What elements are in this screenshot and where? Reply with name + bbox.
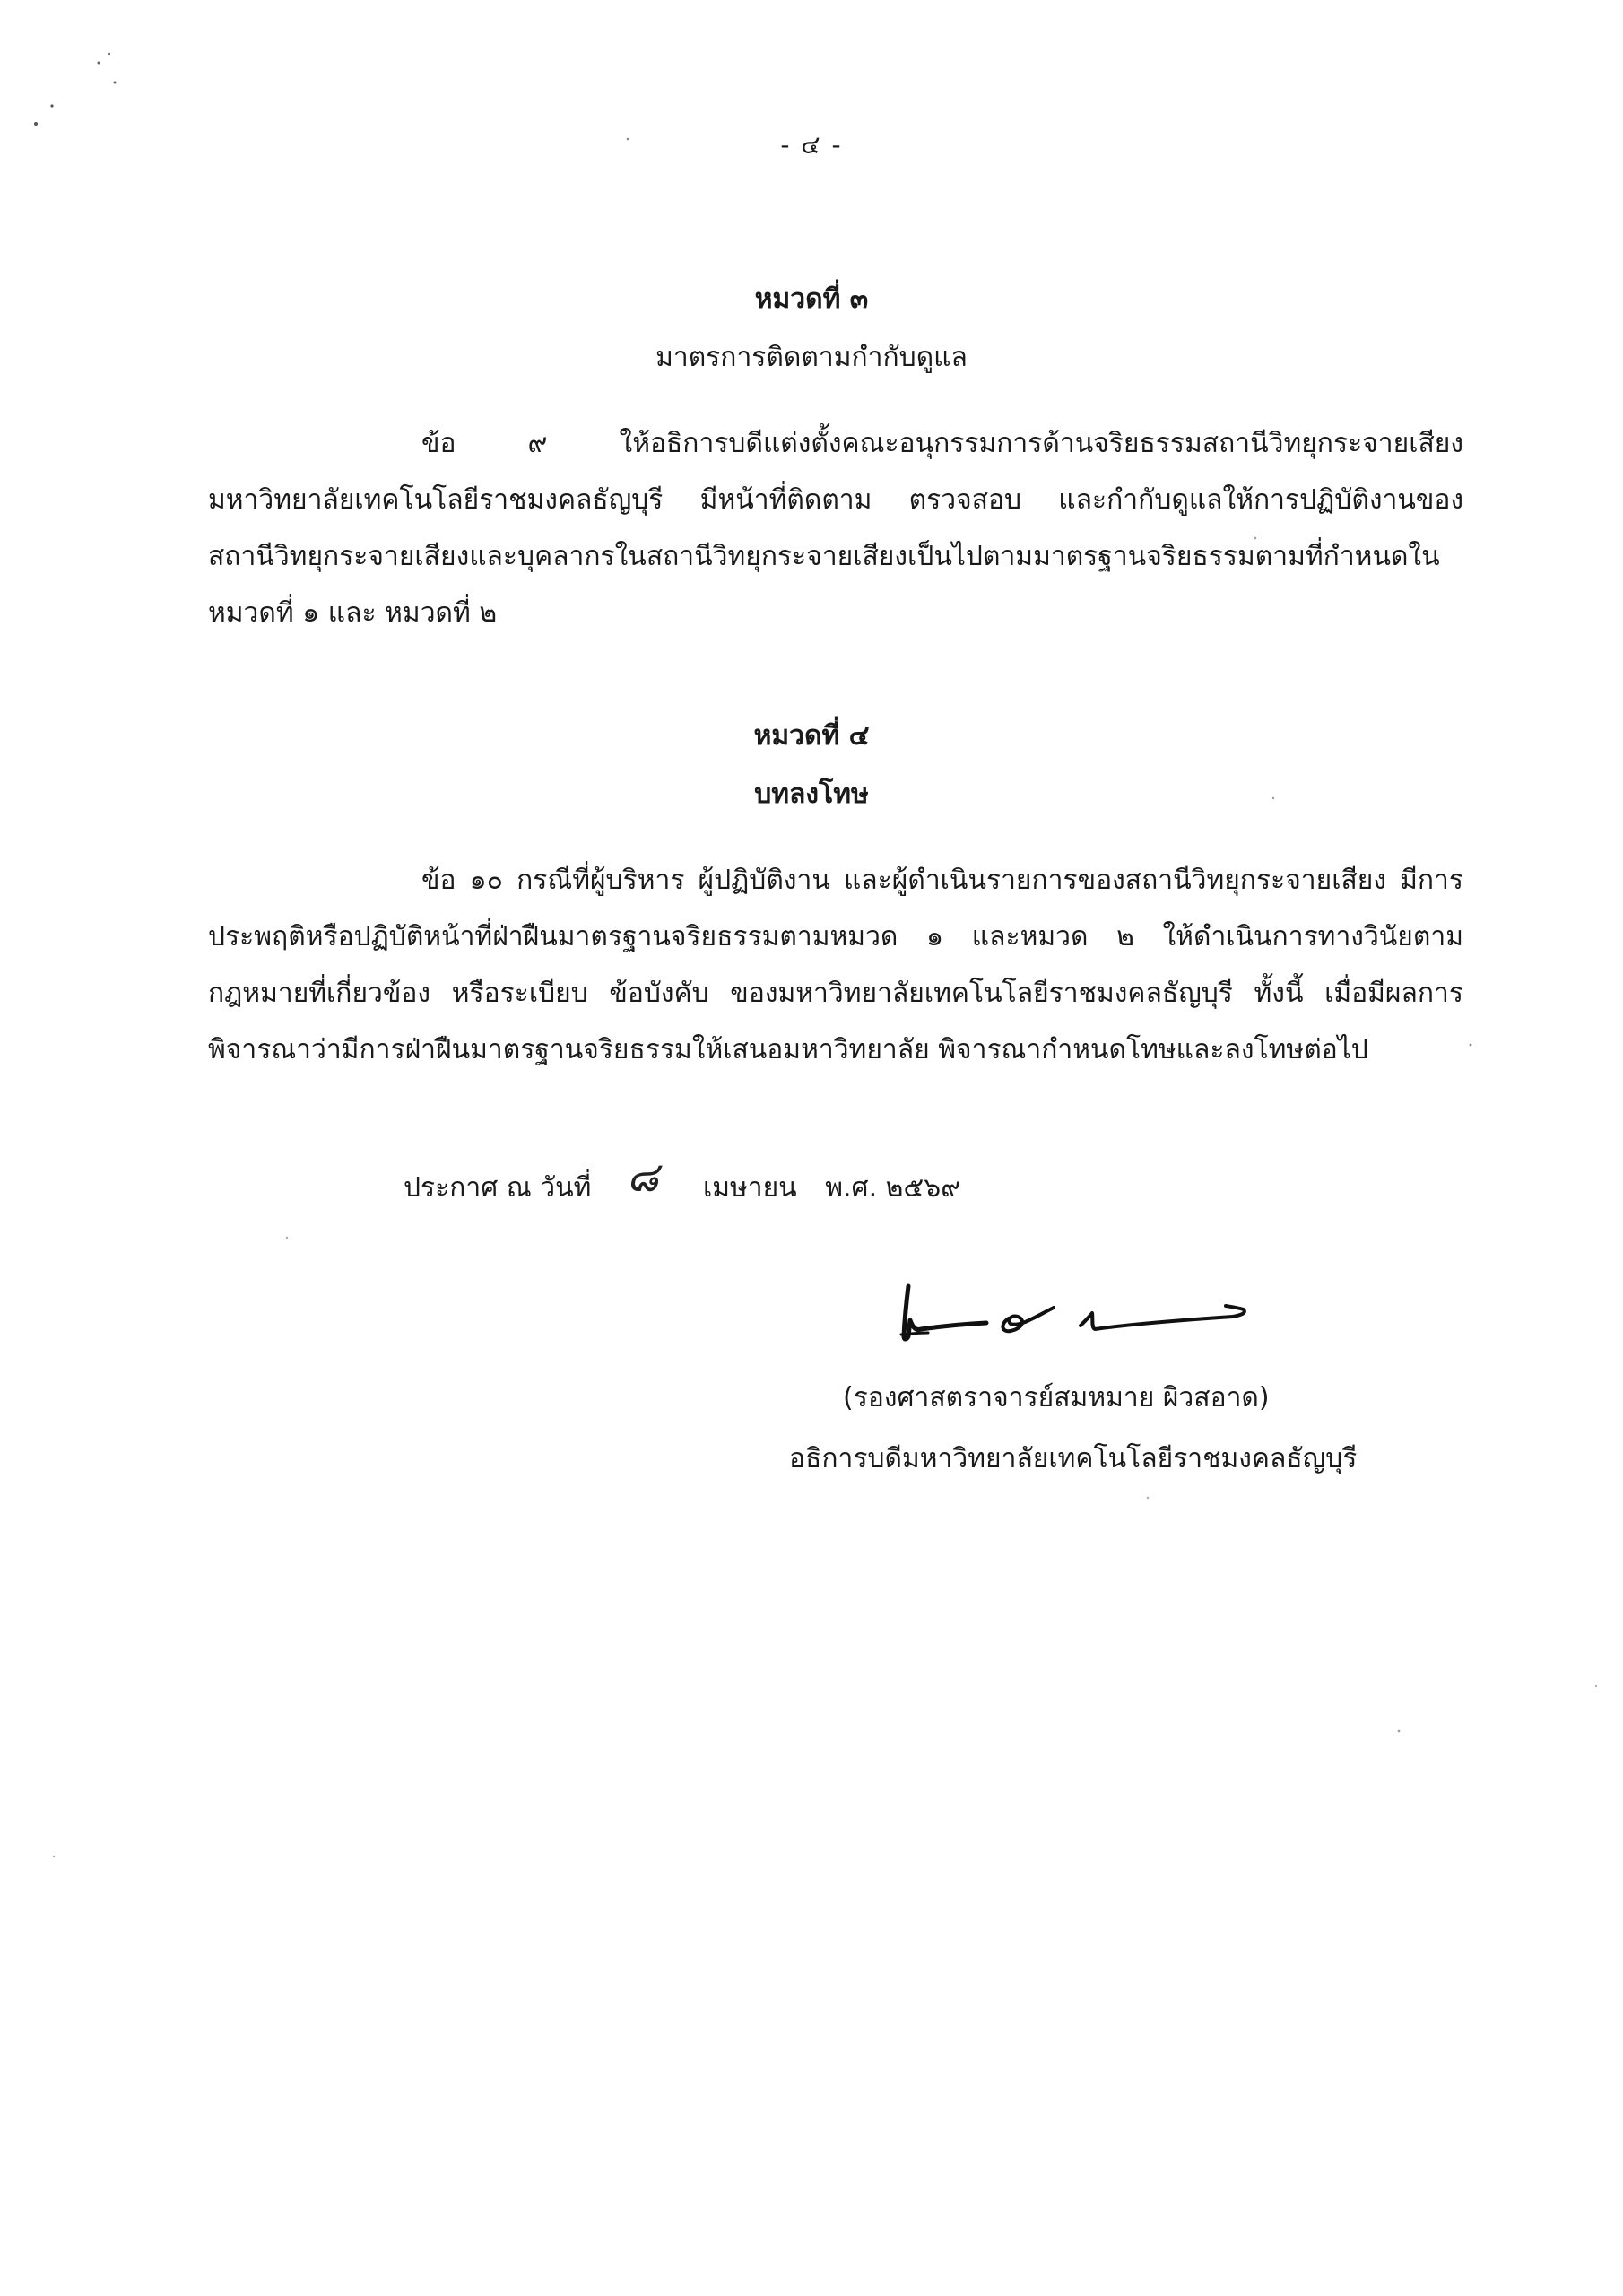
- chapter3-line-3: สถานีวิทยุกระจายเสียงและบุคลากรในสถานีวิทยุกระจายเสียงเป็นไปตามมาตรฐานจริยธรรมตามที่กำหนดใน: [208, 541, 1440, 572]
- announcement-month: เมษายน: [702, 1172, 797, 1204]
- signatory-name: (รองศาสตราจารย์สมหมาย ผิวสอาด): [843, 1382, 1270, 1413]
- chapter3-line-1: ข้อ ๙ ให้อธิการบดีแต่งตั้งคณะอนุกรรมการด้านจริยธรรมสถานีวิทยุกระจายเสียง: [421, 428, 1463, 459]
- chapter3-heading: หมวดที่ ๓: [754, 283, 869, 315]
- chapter3-line-4: หมวดที่ ๑ และ หมวดที่ ๒: [208, 597, 498, 629]
- chapter4-line-4: พิจารณาว่ามีการฝ่าฝืนมาตรฐานจริยธรรมให้เสนอมหาวิทยาลัย พิจารณากำหนดโทษและลงโทษต่อไป: [208, 1034, 1368, 1065]
- announcement-day: ๘: [626, 1152, 659, 1201]
- signatory-title: อธิการบดีมหาวิทยาลัยเทคโนโลยีราชมงคลธัญบุรี: [789, 1443, 1358, 1474]
- handwritten-signature: [874, 1274, 1278, 1354]
- chapter4-subheading: บทลงโทษ: [754, 778, 869, 810]
- chapter4-line-1: ข้อ ๑๐ กรณีที่ผู้บริหาร ผู้ปฏิบัติงาน และผู้ดำเนินรายการของสถานีวิทยุกระจายเสียง มีการ: [421, 865, 1463, 896]
- chapter4-line-2: ประพฤติหรือปฏิบัติหน้าที่ฝ่าฝืนมาตรฐานจริยธรรมตามหมวด ๑ และหมวด ๒ ให้ดำเนินการทางวินัยตาม: [208, 921, 1463, 952]
- chapter4-heading: หมวดที่ ๔: [753, 720, 870, 752]
- announcement-year: พ.ศ. ๒๕๖๙: [825, 1172, 961, 1204]
- chapter3-line-2: มหาวิทยาลัยเทคโนโลยีราชมงคลธัญบุรี มีหน้าที่ติดตาม ตรวจสอบ และกำกับดูแลให้การปฏิบัติงานของ: [208, 484, 1463, 516]
- chapter3-subheading: มาตรการติดตามกำกับดูแล: [655, 342, 968, 373]
- announcement-prefix: ประกาศ ณ วันที่: [404, 1172, 592, 1204]
- chapter4-line-3: กฎหมายที่เกี่ยวข้อง หรือระเบียบ ข้อบังคับ ของมหาวิทยาลัยเทคโนโลยีราชมงคลธัญบุรี ทั้งนี้ เมื่อมีผลการ: [208, 978, 1463, 1009]
- page-number: - ๔ -: [780, 130, 843, 160]
- announcement-line: [404, 1150, 960, 1215]
